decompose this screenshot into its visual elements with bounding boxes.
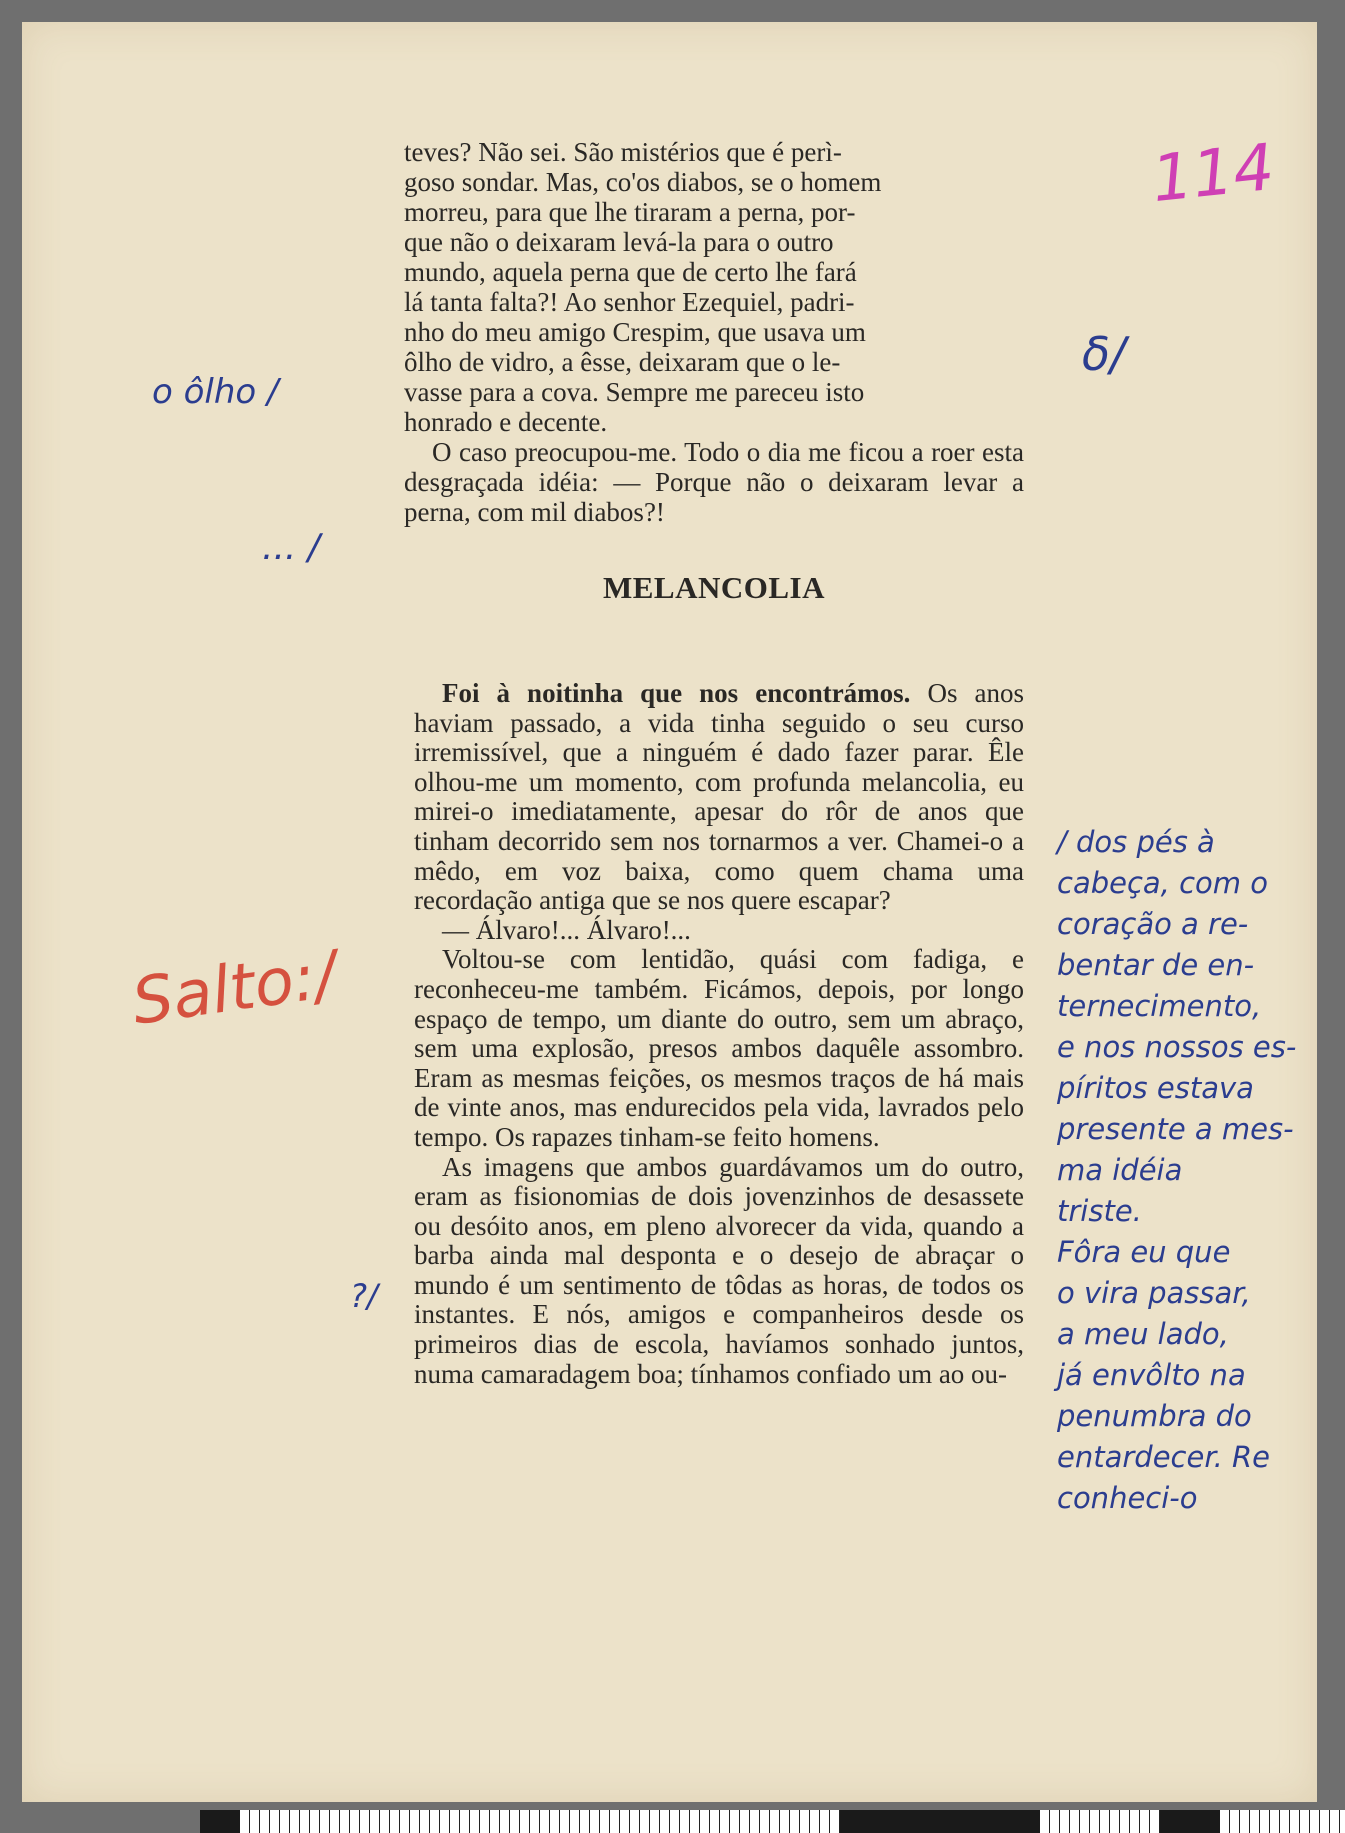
top-line: nho do meu amigo Crespim, que usava um [404, 317, 866, 347]
ruler-block [200, 1810, 240, 1833]
paragraph: As imagens que ambos guardávamos um do outro, eram as fisionomias de dois jovenzinhos de desassete ou desóito anos, em pleno alvorecer da vida, quando a barba ainda mal desponta e o desejo de abraçar o mundo é um sentimento de tôdas as horas, de todos os instantes. E nós, amigos e companheiros desde os primeiros dias de escola, havíamos sonhado juntos, numa camaradagem boa; tínhamos confiado um ao ou- [414, 1151, 1024, 1389]
note-line: e nos nossos es- [1057, 1030, 1297, 1064]
ruler-block [840, 1810, 1040, 1833]
ruler-block [1160, 1810, 1220, 1833]
note-line: presente a mes- [1057, 1112, 1294, 1146]
paragraph: O caso preocupou-me. Todo o dia me ficou a roer esta desgraçada idéia: — Porque não o deixaram levar a perna, com mil diabos?! [404, 437, 1024, 527]
note-line: conheci-o [1057, 1481, 1198, 1515]
note-line: penumbra do [1057, 1399, 1252, 1433]
note-line: Fôra eu que [1057, 1235, 1231, 1269]
top-line: goso sondar. Mas, co'os diabos, se o homem [404, 167, 882, 197]
margin-note-question: ?/ [350, 1277, 378, 1315]
note-line: bentar de en- [1057, 948, 1255, 982]
paragraph: Voltou-se com lentidão, quási com fadiga, e reconheceu-me também. Ficámos, depois, por longo espaço de tempo, um diante do outro, sem um abraço, sem uma explosão, presos ambos daquêle assombro. Eram as mesmas feições, os mesmos traços de há mais de vinte anos, mas endurecidos pela vida, lavrados pelo tempo. Os rapazes tinham-se feito homens. [414, 944, 1024, 1152]
note-line: ma idéia [1057, 1153, 1183, 1187]
top-line: ôlho de vidro, a êsse, deixaram que o le- [404, 347, 841, 377]
note-line: o vira passar, [1057, 1276, 1251, 1310]
paragraph [414, 679, 1024, 916]
note-line: / dos pés à [1057, 825, 1215, 859]
top-line: lá tanta falta?! Ao senhor Ezequiel, padri- [404, 287, 855, 317]
melancolia-text [414, 679, 1024, 1389]
document-page [22, 22, 1317, 1802]
margin-note-dots: ... / [262, 527, 320, 568]
note-line: coração a re- [1057, 907, 1249, 941]
section-title: MELANCOLIA [602, 570, 825, 605]
note-line: entardecer. Re [1057, 1440, 1271, 1474]
right-margin-note [1057, 822, 1337, 1519]
note-line: a meu lado, [1057, 1317, 1229, 1351]
top-line: teves? Não sei. São mistérios que é perì- [404, 137, 842, 167]
note-line: já envôlto na [1057, 1358, 1246, 1392]
note-line: píritos estava [1057, 1071, 1254, 1105]
top-line: que não o deixaram levá-la para o outro [404, 227, 834, 257]
top-line: vasse para a cova. Sempre me pareceu isto [404, 377, 865, 407]
margin-note-olho: o ôlho / [152, 372, 279, 412]
note-line: ternecimento, [1057, 989, 1262, 1023]
lead-sentence: Foi à noitinha que nos encontrámos. [442, 678, 911, 708]
top-line: morreu, para que lhe tiraram a perna, por- [404, 197, 856, 227]
paragraph-body: Os anos haviam passado, a vida tinha seguido o seu curso irremissível, que a ninguém é dado fazer parar. Êle olhou-me um momento, com profunda melancolia, eu mirei-o imediatamente, apesar do rôr de anos que tinham decorrido sem nos tornarmos a ver. Chamei-o a mêdo, em voz baixa, como quem chama uma recordação antiga que se nos quere escapar? [414, 678, 1024, 916]
note-line: cabeça, com o [1057, 866, 1269, 900]
margin-mark-delta: δ/ [1082, 327, 1126, 381]
top-line: honrado e decente. [404, 407, 608, 437]
top-text-block [404, 137, 1024, 633]
paragraph: — Álvaro!... Álvaro!... [442, 914, 691, 945]
scale-ruler [200, 1810, 1345, 1833]
note-line: triste. [1057, 1194, 1142, 1228]
top-line: mundo, aquela perna que de certo lhe fará [404, 257, 857, 287]
page-number: 114 [1148, 130, 1278, 218]
margin-note-salto: Salto:/ [127, 938, 342, 1040]
